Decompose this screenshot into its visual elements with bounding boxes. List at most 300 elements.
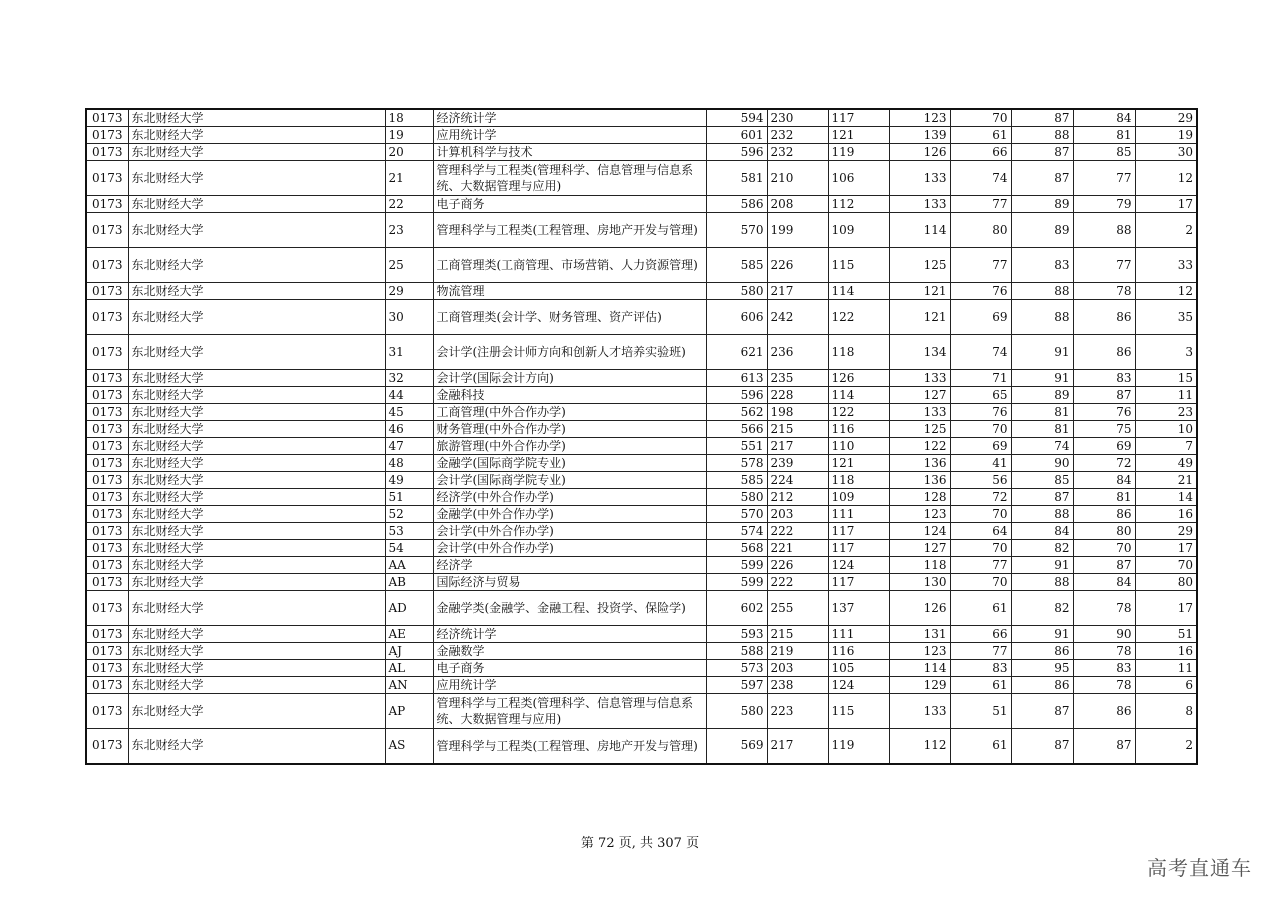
cell-school-name: 东北财经大学 [128,472,385,489]
cell-score-b: 115 [828,694,889,729]
cell-school-code: 0173 [86,127,128,144]
cell-major-code: AP [385,694,433,729]
cell-score-f: 87 [1073,387,1135,404]
cell-score-f: 84 [1073,109,1135,127]
table-row [86,335,1197,370]
cell-score-b: 122 [828,300,889,335]
cell-score-d: 61 [950,729,1011,764]
cell-score-e: 87 [1011,694,1073,729]
cell-major-code: AE [385,626,433,643]
cell-score-g: 51 [1135,626,1197,643]
cell-score-f: 78 [1073,677,1135,694]
cell-score-f: 75 [1073,421,1135,438]
cell-score-c: 118 [889,557,950,574]
cell-major-code: 45 [385,404,433,421]
cell-score-c: 123 [889,506,950,523]
cell-school-code: 0173 [86,455,128,472]
cell-score-g: 2 [1135,729,1197,764]
cell-score-f: 86 [1073,300,1135,335]
cell-score-f: 70 [1073,540,1135,557]
cell-score-c: 126 [889,591,950,626]
cell-score-f: 78 [1073,643,1135,660]
cell-score-g: 3 [1135,335,1197,370]
cell-school-code: 0173 [86,660,128,677]
cell-school-name: 东北财经大学 [128,283,385,300]
cell-score-a: 212 [767,489,828,506]
cell-score-b: 118 [828,472,889,489]
cell-score-a: 215 [767,421,828,438]
cell-major-code: AA [385,557,433,574]
cell-score-total: 621 [706,335,767,370]
cell-score-f: 77 [1073,161,1135,196]
cell-major-code: 18 [385,109,433,127]
cell-major-code: AD [385,591,433,626]
cell-school-name: 东北财经大学 [128,404,385,421]
table-row [86,161,1197,196]
cell-score-g: 23 [1135,404,1197,421]
cell-score-a: 230 [767,109,828,127]
cell-score-d: 66 [950,144,1011,161]
cell-score-g: 7 [1135,438,1197,455]
cell-score-f: 90 [1073,626,1135,643]
cell-score-b: 137 [828,591,889,626]
cell-score-c: 134 [889,335,950,370]
table-body [86,109,1197,764]
cell-score-b: 111 [828,626,889,643]
cell-score-g: 16 [1135,506,1197,523]
cell-school-name: 东北财经大学 [128,300,385,335]
cell-score-a: 232 [767,127,828,144]
table-row [86,127,1197,144]
cell-score-total: 562 [706,404,767,421]
table-row [86,404,1197,421]
cell-score-e: 74 [1011,438,1073,455]
cell-major-code: 54 [385,540,433,557]
cell-score-d: 69 [950,300,1011,335]
cell-school-name: 东北财经大学 [128,557,385,574]
cell-school-name: 东北财经大学 [128,677,385,694]
cell-school-code: 0173 [86,472,128,489]
cell-score-a: 242 [767,300,828,335]
cell-score-b: 119 [828,144,889,161]
cell-score-total: 570 [706,506,767,523]
cell-major-name: 国际经济与贸易 [433,574,706,591]
cell-score-b: 114 [828,283,889,300]
cell-score-f: 77 [1073,248,1135,283]
cell-school-code: 0173 [86,523,128,540]
cell-school-code: 0173 [86,144,128,161]
cell-score-a: 232 [767,144,828,161]
cell-score-a: 217 [767,729,828,764]
cell-score-b: 124 [828,677,889,694]
cell-score-d: 77 [950,557,1011,574]
cell-score-g: 17 [1135,196,1197,213]
cell-score-b: 105 [828,660,889,677]
cell-score-total: 566 [706,421,767,438]
cell-score-total: 573 [706,660,767,677]
cell-school-code: 0173 [86,694,128,729]
cell-score-e: 88 [1011,127,1073,144]
cell-school-name: 东北财经大学 [128,196,385,213]
cell-score-g: 11 [1135,660,1197,677]
cell-score-g: 12 [1135,283,1197,300]
cell-school-name: 东北财经大学 [128,591,385,626]
cell-school-name: 东北财经大学 [128,626,385,643]
cell-score-a: 210 [767,161,828,196]
table-row [86,540,1197,557]
cell-major-name: 电子商务 [433,196,706,213]
cell-major-name: 会计学(中外合作办学) [433,523,706,540]
cell-score-f: 88 [1073,213,1135,248]
cell-major-code: 51 [385,489,433,506]
cell-score-b: 112 [828,196,889,213]
cell-major-name: 会计学(中外合作办学) [433,540,706,557]
cell-major-code: 44 [385,387,433,404]
cell-score-d: 74 [950,161,1011,196]
cell-score-total: 597 [706,677,767,694]
cell-score-total: 569 [706,729,767,764]
cell-score-b: 121 [828,127,889,144]
cell-score-e: 91 [1011,370,1073,387]
cell-major-name: 会计学(国际会计方向) [433,370,706,387]
cell-score-f: 83 [1073,370,1135,387]
cell-major-name: 工商管理(中外合作办学) [433,404,706,421]
cell-score-g: 30 [1135,144,1197,161]
cell-major-name: 管理科学与工程类(工程管理、房地产开发与管理) [433,729,706,764]
cell-score-e: 88 [1011,574,1073,591]
cell-major-name: 旅游管理(中外合作办学) [433,438,706,455]
cell-major-name: 电子商务 [433,660,706,677]
cell-school-code: 0173 [86,591,128,626]
cell-school-code: 0173 [86,196,128,213]
cell-school-code: 0173 [86,213,128,248]
cell-score-c: 133 [889,694,950,729]
cell-school-name: 东北财经大学 [128,574,385,591]
cell-score-a: 217 [767,438,828,455]
cell-major-code: 49 [385,472,433,489]
cell-score-g: 6 [1135,677,1197,694]
cell-major-code: 53 [385,523,433,540]
cell-score-b: 117 [828,540,889,557]
cell-score-c: 133 [889,370,950,387]
cell-score-a: 222 [767,574,828,591]
cell-score-a: 219 [767,643,828,660]
cell-score-e: 87 [1011,144,1073,161]
cell-major-code: 21 [385,161,433,196]
cell-major-code: 29 [385,283,433,300]
table-row [86,283,1197,300]
cell-score-e: 84 [1011,523,1073,540]
cell-score-b: 106 [828,161,889,196]
cell-score-d: 77 [950,643,1011,660]
cell-score-total: 551 [706,438,767,455]
cell-school-name: 东北财经大学 [128,144,385,161]
cell-score-e: 87 [1011,729,1073,764]
cell-major-name: 管理科学与工程类(管理科学、信息管理与信息系统、大数据管理与应用) [433,161,706,196]
cell-major-code: AS [385,729,433,764]
cell-score-total: 585 [706,472,767,489]
cell-score-e: 91 [1011,557,1073,574]
cell-school-code: 0173 [86,438,128,455]
cell-score-d: 83 [950,660,1011,677]
cell-score-d: 70 [950,109,1011,127]
cell-score-g: 19 [1135,127,1197,144]
cell-major-code: 47 [385,438,433,455]
cell-score-a: 217 [767,283,828,300]
cell-score-b: 116 [828,643,889,660]
cell-school-code: 0173 [86,404,128,421]
cell-score-a: 224 [767,472,828,489]
cell-score-d: 77 [950,196,1011,213]
cell-score-g: 17 [1135,540,1197,557]
cell-school-name: 东北财经大学 [128,335,385,370]
cell-major-name: 会计学(国际商学院专业) [433,472,706,489]
cell-score-a: 226 [767,248,828,283]
watermark-logo: 高考直通车 [1147,856,1252,880]
cell-score-total: 606 [706,300,767,335]
cell-score-total: 599 [706,574,767,591]
cell-score-g: 35 [1135,300,1197,335]
cell-score-a: 208 [767,196,828,213]
cell-score-c: 129 [889,677,950,694]
cell-score-b: 110 [828,438,889,455]
cell-score-total: 593 [706,626,767,643]
cell-score-g: 8 [1135,694,1197,729]
table-row [86,144,1197,161]
cell-score-c: 124 [889,523,950,540]
cell-score-g: 17 [1135,591,1197,626]
cell-score-d: 80 [950,213,1011,248]
cell-major-name: 会计学(注册会计师方向和创新人才培养实验班) [433,335,706,370]
cell-school-code: 0173 [86,283,128,300]
cell-score-d: 71 [950,370,1011,387]
cell-score-c: 133 [889,196,950,213]
cell-score-total: 586 [706,196,767,213]
cell-score-f: 87 [1073,729,1135,764]
cell-score-c: 136 [889,472,950,489]
cell-score-e: 86 [1011,677,1073,694]
cell-score-total: 601 [706,127,767,144]
cell-score-c: 136 [889,455,950,472]
table-row [86,387,1197,404]
cell-score-a: 221 [767,540,828,557]
cell-score-c: 112 [889,729,950,764]
cell-score-total: 594 [706,109,767,127]
cell-school-name: 东北财经大学 [128,455,385,472]
cell-school-name: 东北财经大学 [128,540,385,557]
cell-score-d: 61 [950,127,1011,144]
cell-score-b: 121 [828,455,889,472]
table-row [86,421,1197,438]
cell-score-e: 81 [1011,421,1073,438]
cell-score-d: 65 [950,387,1011,404]
cell-major-code: 19 [385,127,433,144]
cell-score-a: 203 [767,660,828,677]
cell-score-b: 119 [828,729,889,764]
cell-score-c: 125 [889,421,950,438]
cell-school-name: 东北财经大学 [128,438,385,455]
cell-score-e: 88 [1011,506,1073,523]
cell-score-e: 91 [1011,626,1073,643]
cell-score-e: 87 [1011,109,1073,127]
cell-school-name: 东北财经大学 [128,127,385,144]
cell-score-f: 84 [1073,574,1135,591]
cell-major-name: 应用统计学 [433,677,706,694]
cell-score-d: 77 [950,248,1011,283]
cell-score-e: 86 [1011,643,1073,660]
cell-score-f: 81 [1073,127,1135,144]
cell-score-c: 130 [889,574,950,591]
cell-school-name: 东北财经大学 [128,489,385,506]
cell-score-b: 109 [828,489,889,506]
cell-school-code: 0173 [86,626,128,643]
cell-score-f: 86 [1073,694,1135,729]
table-row [86,506,1197,523]
cell-school-code: 0173 [86,109,128,127]
cell-score-total: 580 [706,489,767,506]
cell-score-b: 122 [828,404,889,421]
table-row [86,213,1197,248]
cell-major-name: 管理科学与工程类(工程管理、房地产开发与管理) [433,213,706,248]
cell-score-d: 41 [950,455,1011,472]
cell-score-c: 127 [889,540,950,557]
cell-major-code: 46 [385,421,433,438]
cell-score-a: 235 [767,370,828,387]
cell-score-d: 74 [950,335,1011,370]
cell-score-f: 80 [1073,523,1135,540]
cell-score-f: 76 [1073,404,1135,421]
cell-score-g: 11 [1135,387,1197,404]
cell-score-a: 198 [767,404,828,421]
cell-score-f: 84 [1073,472,1135,489]
cell-school-code: 0173 [86,421,128,438]
cell-score-c: 133 [889,161,950,196]
cell-score-d: 70 [950,421,1011,438]
cell-score-g: 12 [1135,161,1197,196]
cell-major-name: 金融数学 [433,643,706,660]
cell-score-f: 86 [1073,335,1135,370]
cell-score-total: 578 [706,455,767,472]
cell-school-name: 东北财经大学 [128,523,385,540]
cell-major-name: 工商管理类(会计学、财务管理、资产评估) [433,300,706,335]
table-row [86,300,1197,335]
cell-score-total: 602 [706,591,767,626]
cell-score-g: 21 [1135,472,1197,489]
cell-school-name: 东北财经大学 [128,161,385,196]
cell-score-f: 78 [1073,283,1135,300]
cell-score-d: 76 [950,283,1011,300]
table-row [86,455,1197,472]
cell-score-a: 203 [767,506,828,523]
cell-score-g: 29 [1135,109,1197,127]
cell-score-c: 131 [889,626,950,643]
cell-score-c: 123 [889,109,950,127]
cell-score-e: 82 [1011,591,1073,626]
cell-score-e: 95 [1011,660,1073,677]
cell-score-f: 83 [1073,660,1135,677]
cell-score-e: 88 [1011,283,1073,300]
cell-major-code: AB [385,574,433,591]
cell-major-name: 计算机科学与技术 [433,144,706,161]
cell-score-e: 85 [1011,472,1073,489]
cell-score-e: 81 [1011,404,1073,421]
cell-score-d: 56 [950,472,1011,489]
cell-score-e: 89 [1011,213,1073,248]
table-row [86,677,1197,694]
cell-score-a: 215 [767,626,828,643]
cell-score-c: 133 [889,404,950,421]
cell-score-c: 114 [889,660,950,677]
cell-score-g: 2 [1135,213,1197,248]
cell-school-code: 0173 [86,643,128,660]
cell-score-a: 199 [767,213,828,248]
cell-school-code: 0173 [86,248,128,283]
cell-score-d: 66 [950,626,1011,643]
cell-score-e: 90 [1011,455,1073,472]
cell-major-code: 32 [385,370,433,387]
cell-school-code: 0173 [86,729,128,764]
table-row [86,643,1197,660]
cell-score-b: 111 [828,506,889,523]
cell-score-g: 14 [1135,489,1197,506]
cell-score-c: 128 [889,489,950,506]
cell-score-d: 70 [950,540,1011,557]
cell-score-b: 117 [828,109,889,127]
cell-score-f: 87 [1073,557,1135,574]
table-row [86,626,1197,643]
cell-school-code: 0173 [86,540,128,557]
cell-score-total: 574 [706,523,767,540]
cell-score-b: 116 [828,421,889,438]
cell-school-name: 东北财经大学 [128,248,385,283]
cell-school-code: 0173 [86,574,128,591]
cell-score-d: 70 [950,574,1011,591]
cell-score-c: 127 [889,387,950,404]
cell-score-total: 581 [706,161,767,196]
table-row [86,591,1197,626]
cell-score-total: 613 [706,370,767,387]
cell-score-a: 228 [767,387,828,404]
table-row [86,660,1197,677]
cell-score-g: 80 [1135,574,1197,591]
cell-score-total: 568 [706,540,767,557]
cell-school-name: 东北财经大学 [128,421,385,438]
cell-major-name: 财务管理(中外合作办学) [433,421,706,438]
cell-school-code: 0173 [86,387,128,404]
cell-score-total: 588 [706,643,767,660]
cell-major-code: AJ [385,643,433,660]
cell-major-code: 52 [385,506,433,523]
cell-score-d: 72 [950,489,1011,506]
cell-school-name: 东北财经大学 [128,660,385,677]
cell-score-c: 139 [889,127,950,144]
admission-score-table [85,108,1198,765]
cell-score-b: 117 [828,523,889,540]
cell-school-name: 东北财经大学 [128,694,385,729]
cell-score-total: 570 [706,213,767,248]
cell-major-name: 工商管理类(工商管理、市场营销、人力资源管理) [433,248,706,283]
cell-score-total: 580 [706,283,767,300]
cell-score-c: 123 [889,643,950,660]
cell-score-d: 51 [950,694,1011,729]
cell-major-name: 物流管理 [433,283,706,300]
cell-school-name: 东北财经大学 [128,643,385,660]
cell-major-code: 23 [385,213,433,248]
cell-score-e: 91 [1011,335,1073,370]
cell-score-f: 81 [1073,489,1135,506]
cell-score-f: 72 [1073,455,1135,472]
cell-major-code: 48 [385,455,433,472]
